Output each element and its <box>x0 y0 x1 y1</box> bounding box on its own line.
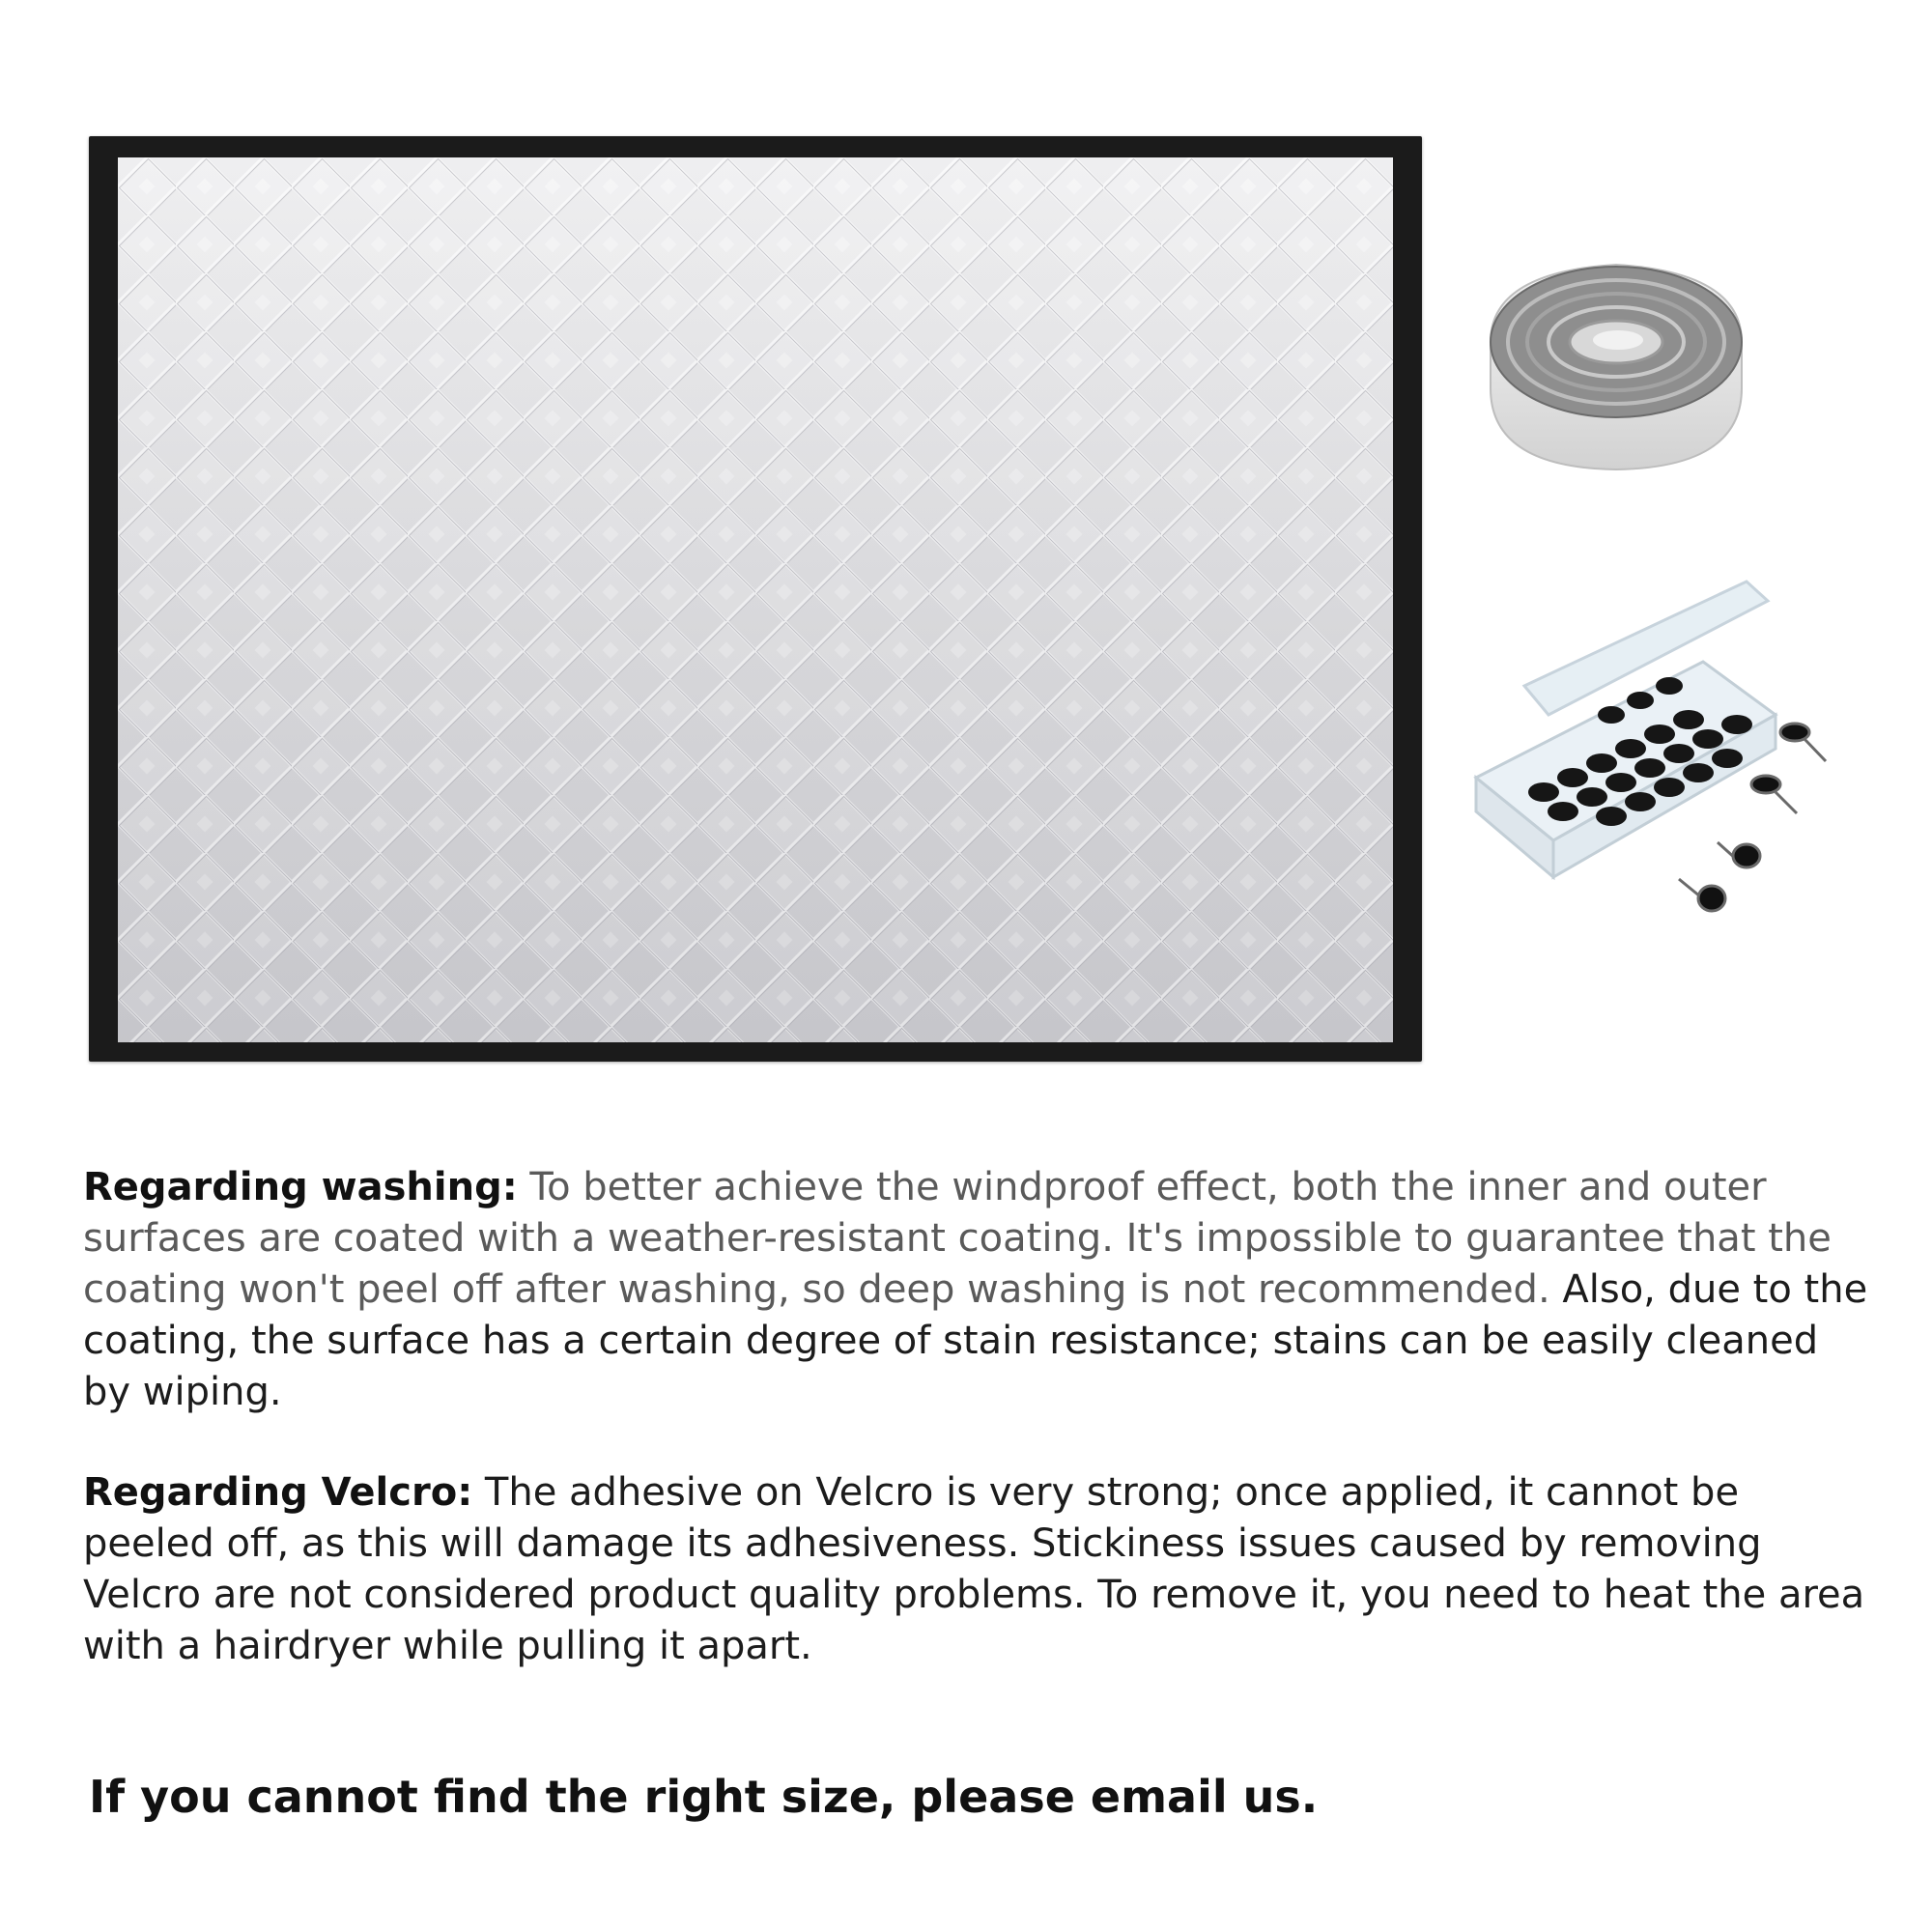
quilt-pattern-icon <box>118 157 1393 1042</box>
tape-roll-icon <box>1483 253 1748 477</box>
washing-title: Regarding washing: <box>83 1165 518 1209</box>
contact-message: If you cannot find the right size, please email us. <box>89 1771 1319 1823</box>
velcro-tape-roll-image <box>1483 253 1748 477</box>
velcro-title: Regarding Velcro: <box>83 1470 473 1515</box>
insulated-cover-image <box>89 136 1422 1062</box>
washing-text-dark: Also, due to the coating, the surface has a certain degree of stain resistance; stains can be easily cleaned by wiping. <box>83 1267 1868 1414</box>
quilted-diamond-surface <box>118 157 1393 1042</box>
washing-note <box>83 1162 1870 1418</box>
pin-box-icon <box>1457 570 1833 947</box>
velcro-text: The adhesive on Velcro is very strong; once applied, it cannot be peeled off, as this will damage its adhesiveness. Stickiness issues caused by removing Velcro are not considered product quality problems. To remove it, you need to heat the area with a hairdryer while pulling it apart. <box>83 1470 1865 1668</box>
velcro-note <box>83 1467 1870 1672</box>
washing-text-gray: To better achieve the windproof effect, both the inner and outer surfaces are coated with a weather-resistant coating. It's impossible to guarantee that the coating won't peel off after washing, so deep washing is not recommended. <box>83 1165 1832 1312</box>
push-pin-box-image <box>1457 570 1833 947</box>
